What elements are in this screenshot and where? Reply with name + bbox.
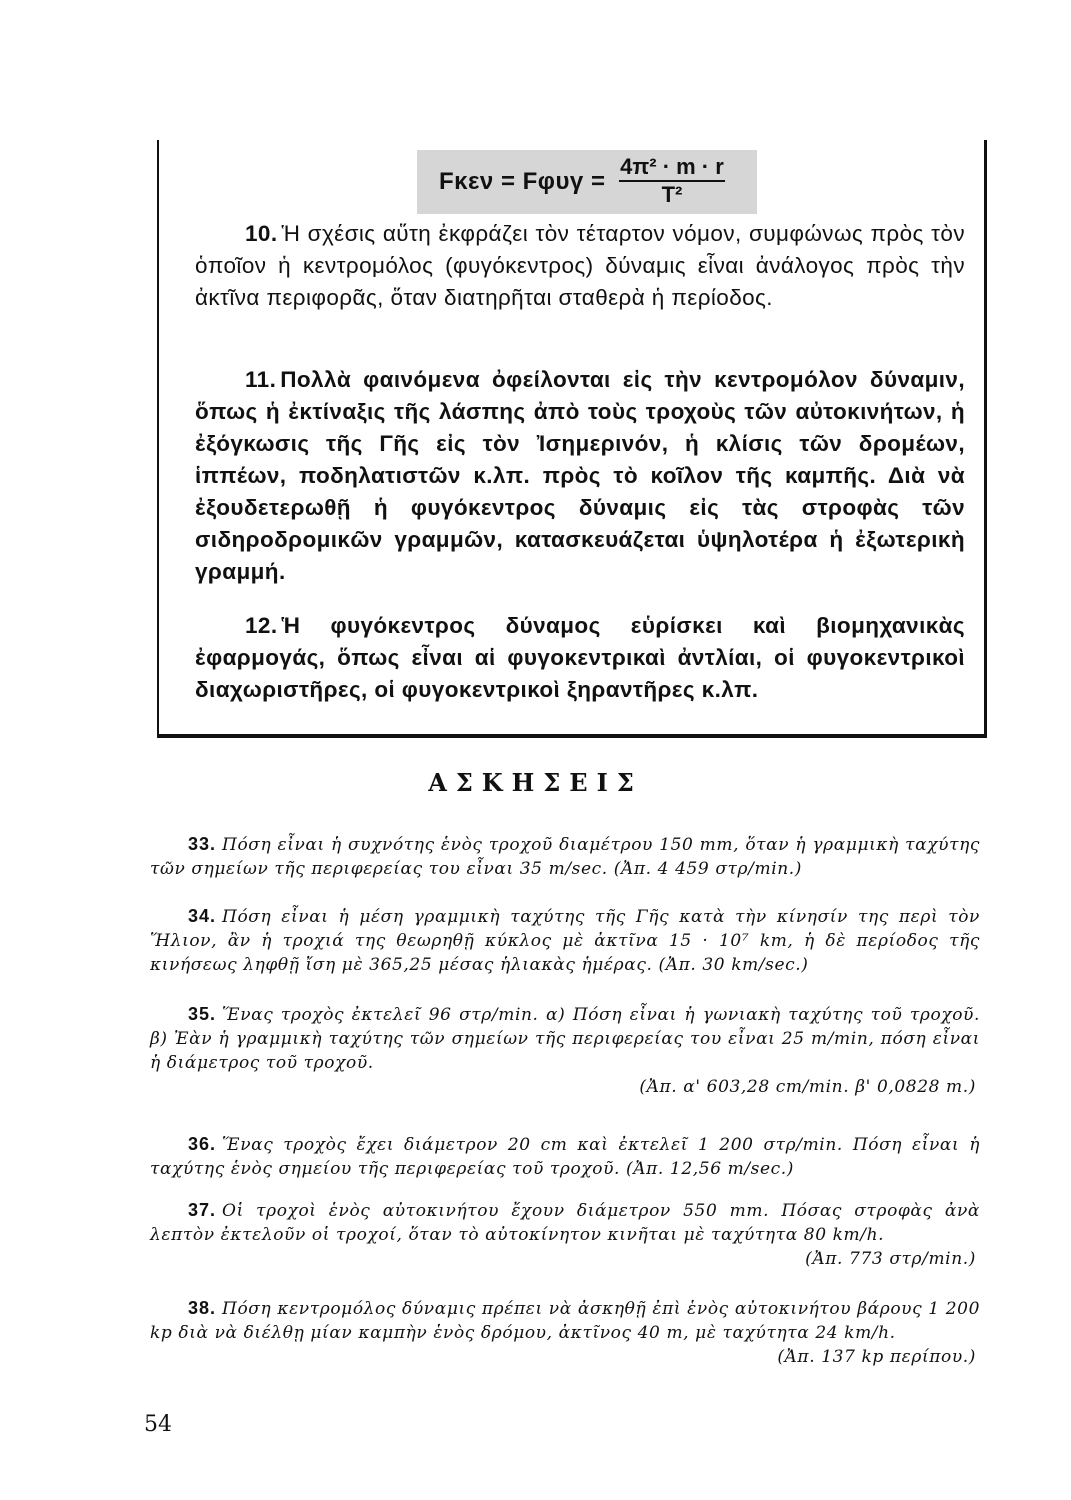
theory-box [157, 140, 987, 738]
exercise-38 [150, 1296, 980, 1369]
paragraph-10 [195, 218, 965, 314]
exercise-37 [150, 1198, 980, 1271]
formula-lhs: Fκεν = Fφυγ = [439, 168, 606, 195]
paragraph-number: 12. [245, 613, 278, 638]
exercise-number: 33. [188, 834, 217, 854]
centripetal-force-formula [417, 150, 757, 214]
formula-denominator: T² [661, 182, 683, 207]
paragraph-text: Πολλὰ φαινόμενα ὀφείλονται εἰς τὴν κεντρομόλον δύναμιν, ὅπως ἡ ἐκτίναξις τῆς λάσπης ἀπὸ τοὺς τροχοὺς τῶν αὐτοκινήτων, ἡ ἐξόγκωσις τῆς Γῆς εἰς τὸν Ἰσημερινόν, ἡ κλίσις τῶν δρομέων, ἱππέων, ποδηλατιστῶν κ.λπ. πρὸς τὸ κοῖλον τῆς καμπῆς. Διὰ νὰ ἐξουδετερωθῇ ἡ φυγόκεντρος δύναμις εἰς τὰς στροφὰς τῶν σιδηροδρομικῶν γραμμῶν, κατασκευάζεται ὑψηλοτέρα ἡ ἐξωτερικὴ γραμμή. [195, 367, 965, 584]
paragraph-11 [195, 364, 965, 588]
paragraph-12 [195, 610, 965, 706]
formula-fraction [617, 154, 727, 208]
exercise-answer: (Ἀπ. 12,56 m/sec.) [626, 1159, 794, 1179]
exercise-35 [150, 1002, 980, 1099]
exercise-answer: (Ἀπ. 137 kp περίπου.) [777, 1347, 976, 1367]
exercise-answer: (Ἀπ. 773 στρ/min.) [805, 1249, 976, 1269]
exercise-text: Ἕνας τροχὸς ἔχει διάμετρον 20 cm καὶ ἐκτελεῖ 1 200 στρ/min. Πόση εἶναι ἡ ταχύτης ἑνὸς σημείου τῆς περιφερείας τοῦ τροχοῦ. [150, 1135, 980, 1179]
exercise-answer: (Ἀπ. α' 603,28 cm/min. β' 0,0828 m.) [639, 1077, 976, 1097]
exercise-text: Πόση εἶναι ἡ συχνότης ἑνὸς τροχοῦ διαμέτρου 150 mm, ὅταν ἡ γραμμικὴ ταχύτης τῶν σημείων τῆς περιφερείας του εἶναι 35 m/sec. [150, 835, 980, 879]
formula-numerator: 4π² · m · r [620, 154, 724, 179]
exercise-36 [150, 1132, 980, 1181]
paragraph-text: Ἡ σχέσις αὕτη ἐκφράζει τὸν τέταρτον νόμον, συμφώνως πρὸς τὸν ὁποῖον ἡ κεντρομόλος (φυγόκεντρος) δύναμις εἶναι ἀνάλογος πρὸς τὴν ἀκτῖνα περιφορᾶς, ὅταν διατηρῆται σταθερὰ ἡ περίοδος. [195, 221, 965, 310]
exercise-text: Πόση κεντρομόλος δύναμις πρέπει νὰ ἀσκηθῇ ἐπὶ ἑνὸς αὐτοκινήτου βάρους 1 200 kp διὰ νὰ διέλθῃ μίαν καμπὴν ἑνὸς δρόμου, ἀκτῖνος 40 m, μὲ ταχύτητα 24 km/h. [150, 1299, 980, 1343]
exercise-34 [150, 904, 980, 977]
paragraph-number: 11. [245, 367, 277, 392]
exercise-text: Πόση εἶναι ἡ μέση γραμμικὴ ταχύτης τῆς Γῆς κατὰ τὴν κίνησίν της περὶ τὸν Ἥλιον, ἂν ἡ τροχιά της θεωρηθῇ κύκλος μὲ ἀκτῖνα 15 · 10⁷ km, ἡ δὲ περίοδος τῆς κινήσεως ληφθῇ ἴση μὲ 365,25 μέσας ἡλιακὰς ἡμέρας. [150, 907, 980, 975]
paragraph-text: Ἡ φυγόκεντρος δύναμος εὑρίσκει καὶ βιομηχανικὰς ἐφαρμογάς, ὅπως εἶναι αἱ φυγοκεντρικαὶ ἀντλίαι, οἱ φυγοκεντρικοὶ διαχωριστῆρες, οἱ φυγοκεντρικοὶ ξηραντῆρες κ.λπ. [195, 613, 965, 702]
exercise-number: 34. [188, 906, 217, 926]
exercises-heading: ΑΣΚΗΣΕΙΣ [428, 768, 643, 797]
exercise-number: 38. [188, 1298, 217, 1318]
exercise-answer: (Ἀπ. 4 459 στρ/min.) [613, 859, 803, 879]
page-number: 54 [144, 1412, 172, 1437]
exercise-text: Ἕνας τροχὸς ἐκτελεῖ 96 στρ/min. α) Πόση εἶναι ἡ γωνιακὴ ταχύτης τοῦ τροχοῦ. β) Ἐὰν ἡ γραμμικὴ ταχύτης τῶν σημείων τῆς περιφερείας του εἶναι 25 m/min, πόση εἶναι ἡ διάμετρος τοῦ τροχοῦ. [150, 1005, 980, 1073]
paragraph-number: 10. [245, 221, 278, 246]
exercise-number: 35. [188, 1004, 217, 1024]
exercise-33 [150, 832, 980, 881]
exercise-number: 36. [188, 1134, 217, 1154]
exercise-text: Οἱ τροχοὶ ἑνὸς αὐτοκινήτου ἔχουν διάμετρον 550 mm. Πόσας στροφὰς ἀνὰ λεπτὸν ἐκτελοῦν οἱ τροχοί, ὅταν τὸ αὐτοκίνητον κινῆται μὲ ταχύτητα 80 km/h. [150, 1201, 980, 1245]
exercise-answer: (Ἀπ. 30 km/sec.) [658, 955, 809, 975]
exercise-number: 37. [188, 1200, 217, 1220]
